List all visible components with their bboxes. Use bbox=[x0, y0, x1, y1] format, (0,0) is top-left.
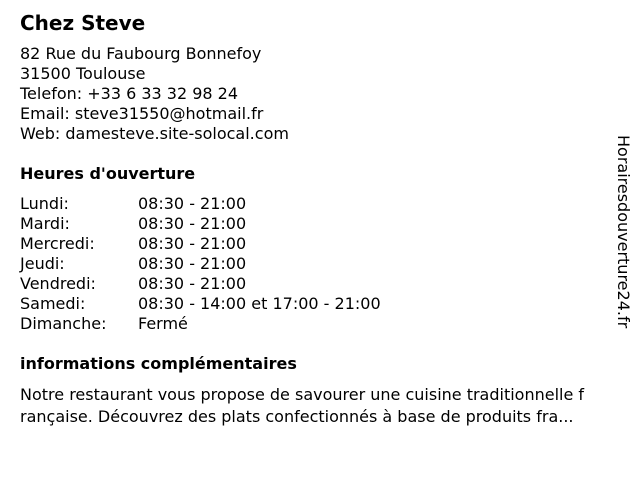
phone-line: Telefon: +33 6 33 32 98 24 bbox=[20, 84, 239, 103]
day-label: Jeudi: bbox=[20, 254, 65, 273]
hours-row-wednesday bbox=[20, 234, 381, 254]
time-value: 08:30 - 21:00 bbox=[138, 234, 247, 253]
time-value: 08:30 - 14:00 et 17:00 - 21:00 bbox=[138, 294, 381, 313]
hours-row-saturday bbox=[20, 294, 381, 314]
day-label: Dimanche: bbox=[20, 314, 107, 333]
time-value: Fermé bbox=[138, 314, 188, 333]
address-street: 82 Rue du Faubourg Bonnefoy bbox=[20, 44, 262, 63]
description-line: rançaise. Découvrez des plats confectionnés à base de produits fra... bbox=[20, 407, 574, 426]
day-label: Lundi: bbox=[20, 194, 69, 213]
hours-row-tuesday bbox=[20, 214, 381, 234]
time-value: 08:30 - 21:00 bbox=[138, 214, 247, 233]
restaurant-description bbox=[20, 384, 620, 428]
day-label: Samedi: bbox=[20, 294, 86, 313]
opening-hours-heading: Heures d'ouverture bbox=[20, 164, 196, 183]
email-line: Email: steve31550@hotmail.fr bbox=[20, 104, 264, 123]
address-city: 31500 Toulouse bbox=[20, 64, 146, 83]
opening-hours-table bbox=[20, 194, 381, 334]
time-value: 08:30 - 21:00 bbox=[138, 274, 247, 293]
contact-block bbox=[20, 44, 289, 144]
site-watermark: Horairesdouverture24.fr bbox=[614, 135, 633, 329]
additional-info-heading: informations complémentaires bbox=[20, 354, 297, 373]
day-label: Mercredi: bbox=[20, 234, 95, 253]
hours-row-monday bbox=[20, 194, 381, 214]
business-name: Chez Steve bbox=[20, 11, 146, 35]
hours-row-sunday bbox=[20, 314, 381, 334]
time-value: 08:30 - 21:00 bbox=[138, 194, 247, 213]
time-value: 08:30 - 21:00 bbox=[138, 254, 247, 273]
hours-row-friday bbox=[20, 274, 381, 294]
day-label: Vendredi: bbox=[20, 274, 96, 293]
web-line: Web: damesteve.site-solocal.com bbox=[20, 124, 289, 143]
day-label: Mardi: bbox=[20, 214, 70, 233]
hours-row-thursday bbox=[20, 254, 381, 274]
description-line: Notre restaurant vous propose de savourer une cuisine traditionnelle f bbox=[20, 385, 585, 404]
